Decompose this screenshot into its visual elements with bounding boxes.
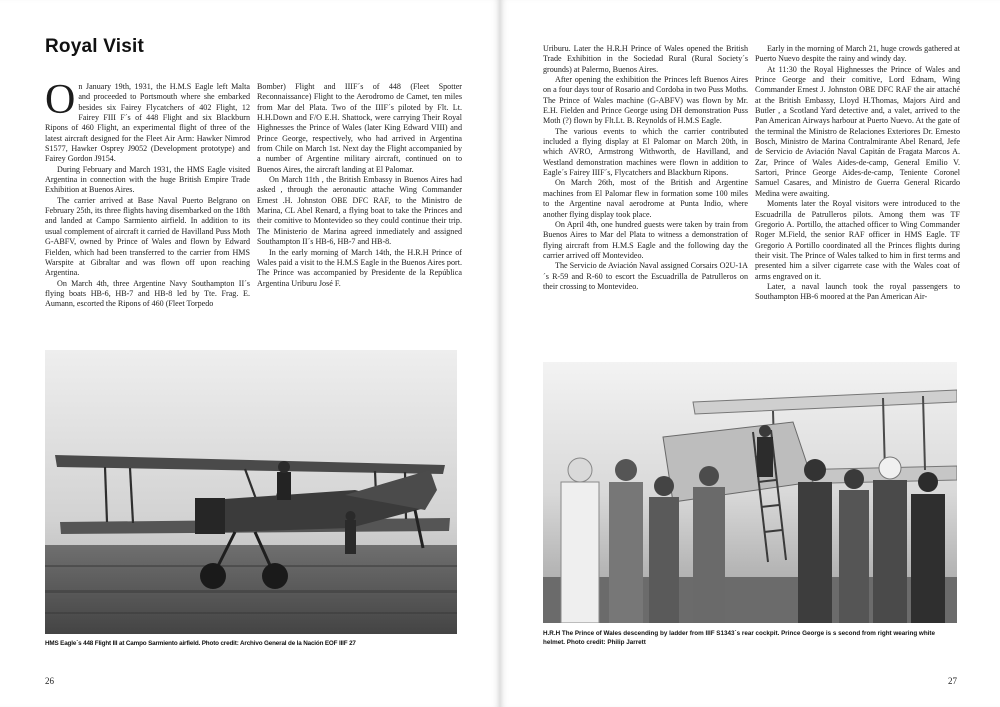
paragraph: On April 4th, one hundred guests were taken by train from Buenos Aires to Mar del Plata to witness a demonstration of flying aircraft from H.M.S Eagle and the following day the carrier arrived off Montevideo. <box>543 219 748 260</box>
paragraph: Bomber) Flight and IIIF´s of 448 (Fleet Spotter Reconnaissance) Flight to the Aerodromo de Camet, ten miles from Mar del Plata. Two of the IIIF´s piloted by Flt. Lt. H.H.Down and F/O E.H. Shattock, were carrying Their Royal Highnesses the Prince of Wales (later King Edward VIII) and Prince George, respectively, who had arrived in Argentina from Chile on March 1st. Next day the Flight accompanied by a number of Argentine military aircraft, continued on to Buenos Aires, the aircraft landing at El Palomar. <box>257 82 462 174</box>
left-photo-caption: HMS Eagle´s 448 Flight III at Campo Sarmiento airfield. Photo credit: Archivo General de la Nación EOF IIIF 27 <box>45 640 356 647</box>
right-column-2 <box>755 44 960 303</box>
left-column-1 <box>45 77 250 310</box>
article-title: Royal Visit <box>45 36 144 57</box>
biplane-photo <box>45 350 457 634</box>
paragraph: In the early morning of March 14th, the H.R.H Prince of Wales paid a visit to the H.M.S Eagle in the Buenos Aires port. The Prince was accompanied by Presidente de la República Argentina Uriburu José F. <box>257 247 462 288</box>
royal-party-photo-illustration <box>543 362 957 623</box>
right-column-1 <box>543 44 748 292</box>
paragraph: After opening the exhibition the Princes left Buenos Aires on a four days tour of Rosario and Cordoba in two Puss Moths. The Prince of Wales machine (G-ABFV) was flown by Mr. E.H. Fielden and Prince George using DH demonstration Puss Moth (?) flown by Flt.Lt. B. Reynolds of H.M.S Eagle. <box>543 75 748 126</box>
drop-cap: O <box>45 77 76 123</box>
paragraph: Uriburu. Later the H.R.H Prince of Wales opened the British Trade Exhibition in the Sociedad Rural (Rural Society´s grounds) at Palermo, Buenos Aires. <box>543 44 748 74</box>
left-column-2 <box>257 82 462 289</box>
paragraph: Early in the morning of March 21, huge crowds gathered at Puerto Nuevo despite the rainy and windy day. <box>755 44 960 64</box>
paragraph: On March 11th , the British Embassy in Buenos Aires had asked , through the aeronautic attache Wing Commander Ernest .H. Johnston OBE DFC RAF, to the Ministro de Marina, CL Abel Renard, a flying boat to take the Princes and their comitive to Montevideo so they could continue their trip. The Ministerio de Marina agreed inmediately and assigned Southampton II´s HB-6, HB-7 and HB-8. <box>257 175 462 247</box>
paragraph: On January 19th, 1931, the H.M.S Eagle left Malta and proceeded to Portsmouth where she embarked besides six Fairey Flycatchers of 402 Flight, 12 Fairey FIII F´s of 448 Flight and six Blackburn Ripons of 460 Flight, an experimental flight of three of the latest aircraft designed for the Fleet Air Arm: Hawker Nimrod S1577, Hawker Osprey J9052 (Development prototype) and Fairey Gordon J9154. <box>45 77 250 164</box>
paragraph: At 11:30 the Royal Highnesses the Prince of Wales and Prince George and their comitive, Lord Ednam, Wing Commander Ernest J. Johnston OBE DFC RAF the air attaché at the British Embassy, Lloyd H.Thomas, Majors Aird and Butler , a Scotland Yard detective and, a valet, arrived to the Pan American Airways harbour at Puerto Nuevo. At the gate of the terminal the Ministro de Relaciones Exteriores Dr. Ernesto Bosch, Ministro de Marina Contralmirante Abel Renard, Jefe de Servicio de Aviación Naval Capitán de Fragata Marcos A. Zar, Prince of Wales Aides-de-camp, General Emilio V. Sartori, Prince George Aides-de-camp, Teniente Coronel Samuel Casares, and Ministro de Guerra General Ricardo Medina were awaiting. <box>755 64 960 198</box>
paragraph: The Servicio de Aviación Naval assigned Corsairs O2U-1A´s R-59 and R-60 to escort the Escuadrilla de Patrulleros on their crossing to Montevideo. <box>543 261 748 291</box>
paragraph: Later, a naval launch took the royal passengers to Southampton HB-6 moored at the Pan American Air- <box>755 281 960 302</box>
paragraph: Moments later the Royal visitors were introduced to the Escuadrilla de Patrulleros pilots. Among them was TF Gregorio A. Portillo, the attached officer to Wing Commander Roger M.Field, the senior RAF officer in HMS Eagle. TF Gregorio A Portillo coordinated all the Princes flights during their visit. The Prince of Wales talked to him in first terms and presented him a silver cigarrete case with the Wales coat of arms engraved on it. <box>755 199 960 281</box>
royal-party-photo <box>543 362 957 623</box>
right-photo-caption: H.R.H The Prince of Wales descending by ladder from IIIF S1343´s rear cockpit. Prince George is s second from right wearing white helmet. Photo credit: Philip Jarrett <box>543 630 936 646</box>
page-number-left: 26 <box>45 676 54 686</box>
paragraph: The carrier arrived at Base Naval Puerto Belgrano on February 25th, its three flights having disembarked on the 18th and landed at Campo Sarmiento airfield. In addition to its usual complement of aircraft it carried de Havilland Puss Moth G-ABFV, owned by Prince of Wales and flown by Edward Fielden, which had been transferred to the carrier from HMS Warspite at Gibraltar and was flown off upon reaching Argentina. <box>45 195 250 278</box>
right-page <box>500 0 1000 707</box>
page-number-right: 27 <box>948 676 957 686</box>
paragraph: During February and March 1931, the HMS Eagle visited Argentina in connection with the huge British Empire Trade Exhibition at Buenos Aires. <box>45 164 250 195</box>
paragraph: On March 26th, most of the British and Argentine machines from El Palomar flew in formation some 100 miles to the Argentine naval aerodrome at Punta Indio, where another flying display took place. <box>543 178 748 219</box>
paragraph: The various events to which the carrier contributed included a flying display at El Palomar on March 20th, in which AVRO, Armstrong Withworth, de Havilland, and Westland demonstration machines were flown in addition to Eagle´s Fairey IIIF´s, Flycatchers and Blackburn Ripons. <box>543 126 748 178</box>
biplane-photo-illustration <box>45 350 457 634</box>
paragraph: On March 4th, three Argentine Navy Southampton II´s flying boats HB-6, HB-7 and HB-8 led by Tte. Frag. E. Aumann, escorted the Ripons of 460 (Fleet Torpedo <box>45 278 250 309</box>
